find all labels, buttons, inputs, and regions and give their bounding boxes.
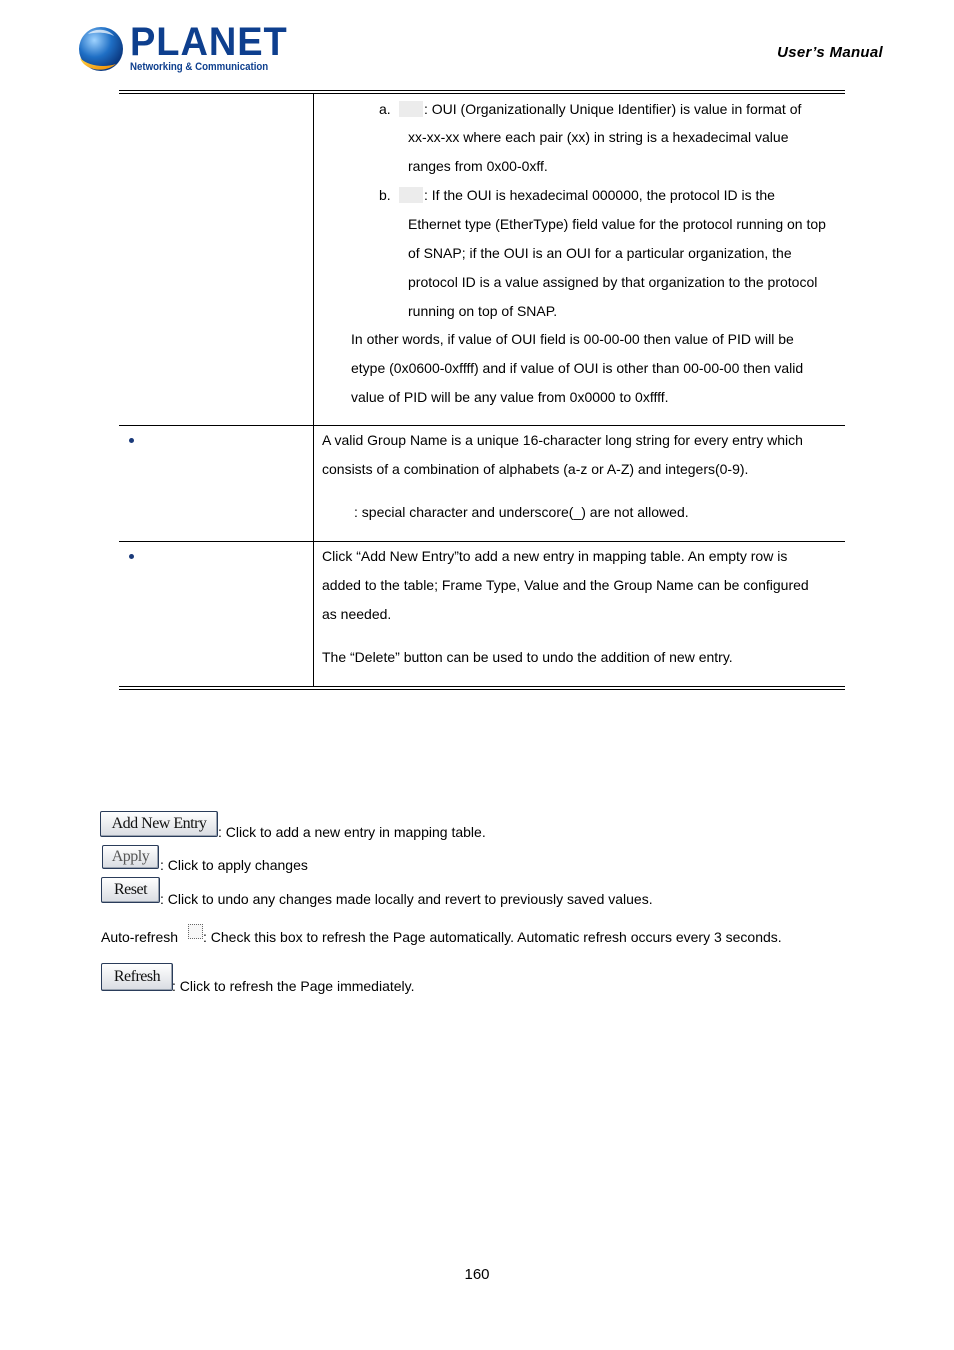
add-entry-description-line: added to the table; Frame Type, Value and the Group Name can be configured — [322, 577, 809, 593]
delete-button-note: The “Delete” button can be used to undo the addition of new entry. — [322, 649, 733, 665]
apply-description: : Click to apply changes — [160, 857, 308, 873]
table-bottom-border — [119, 686, 845, 687]
page-number: 160 — [464, 1266, 490, 1283]
oui-definition-text: : OUI (Organizationally Unique Identifier) is value in format of — [424, 101, 802, 117]
pid-definition-line: Ethernet type (EtherType) field value for the protocol running on top — [408, 216, 826, 232]
reset-description: : Click to undo any changes made locally and revert to previously saved values. — [160, 891, 653, 907]
pid-definition-line — [399, 187, 775, 203]
bullet-icon — [129, 554, 134, 559]
refresh-description: : Click to refresh the Page immediately. — [172, 978, 415, 994]
table-top-border-inner — [119, 93, 845, 94]
logo-wordmark: PLANET — [130, 20, 288, 64]
list-marker-a: a. — [379, 101, 391, 117]
auto-refresh-description: : Check this box to refresh the Page automatically. Automatic refresh occurs every 3 seconds. — [203, 929, 782, 945]
planet-logo — [74, 20, 288, 78]
table-row-divider — [119, 541, 845, 542]
group-name-note: : special character and underscore(_) are not allowed. — [354, 504, 689, 520]
logo-subtitle: Networking & Communication — [130, 61, 269, 73]
oui-pid-note-line: In other words, if value of OUI field is 00-00-00 then value of PID will be — [351, 331, 794, 347]
pid-definition-line: protocol ID is a value assigned by that organization to the protocol — [408, 274, 818, 290]
redacted-term — [399, 187, 423, 203]
table-column-divider — [313, 94, 314, 687]
table-bottom-border-outer — [119, 689, 845, 690]
apply-button[interactable]: Apply — [102, 845, 159, 869]
pid-definition-line: of SNAP; if the OUI is an OUI for a particular organization, the — [408, 245, 792, 261]
group-name-description-line: consists of a combination of alphabets (a-z or A-Z) and integers(0-9). — [322, 461, 749, 477]
oui-definition-line: xx-xx-xx where each pair (xx) in string is a hexadecimal value — [408, 129, 789, 145]
auto-refresh-checkbox[interactable] — [188, 924, 203, 939]
oui-pid-note-line: value of PID will be any value from 0x0000 to 0xffff. — [351, 389, 669, 405]
bullet-icon — [129, 438, 134, 443]
globe-icon — [74, 24, 124, 74]
redacted-term — [399, 101, 423, 117]
refresh-button[interactable]: Refresh — [101, 963, 173, 991]
add-new-entry-button[interactable]: Add New Entry — [100, 811, 218, 837]
oui-definition-line: ranges from 0x00-0xff. — [408, 158, 548, 174]
oui-definition-line — [399, 101, 801, 117]
pid-definition-line: running on top of SNAP. — [408, 303, 558, 319]
add-new-entry-description: : Click to add a new entry in mapping table. — [218, 824, 486, 840]
oui-pid-note-line: etype (0x0600-0xffff) and if value of OUI is other than 00-00-00 then valid — [351, 360, 804, 376]
table-top-border — [119, 90, 845, 91]
add-entry-description-line: Click “Add New Entry”to add a new entry in mapping table. An empty row is — [322, 548, 788, 564]
list-marker-b: b. — [379, 187, 391, 203]
group-name-description-line: A valid Group Name is a unique 16-character long string for every entry which — [322, 432, 803, 448]
table-row-divider — [119, 425, 845, 426]
auto-refresh-label: Auto-refresh — [101, 929, 179, 945]
reset-button[interactable]: Reset — [101, 877, 160, 903]
users-manual-label: User’s Manual — [777, 44, 883, 61]
add-entry-description-line: as needed. — [322, 606, 392, 622]
pid-definition-text: : If the OUI is hexadecimal 000000, the protocol ID is the — [424, 187, 775, 203]
